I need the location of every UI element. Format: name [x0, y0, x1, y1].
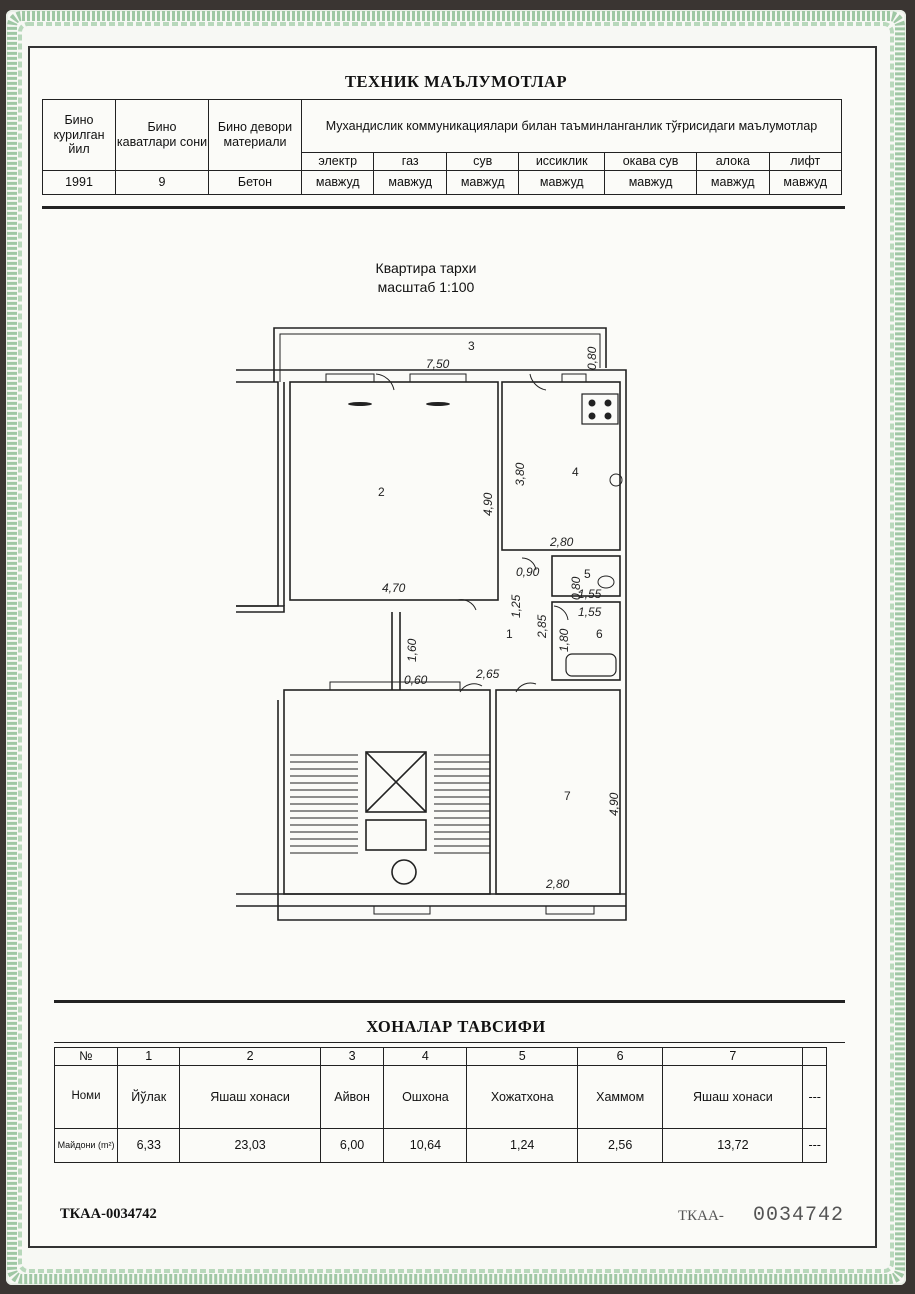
wall-value: Бетон: [209, 170, 302, 194]
serial-number: 0034742: [753, 1204, 845, 1227]
utility-value: мавжуд: [302, 170, 374, 194]
room-area: 23,03: [180, 1128, 320, 1162]
room-label: 1: [506, 627, 513, 641]
tech-title: ТЕХНИК МАЪЛУМОТЛАР: [344, 72, 568, 91]
rooms-table: [54, 1047, 827, 1163]
header-wall: Бино девори материали: [209, 100, 302, 171]
rooms-title: ХОНАЛАР ТАВСИФИ: [366, 1017, 546, 1036]
floors-value: 9: [116, 170, 209, 194]
dimension-label: 0,90: [516, 565, 540, 579]
room-name: Ошхона: [384, 1066, 467, 1129]
room-area: 6,33: [118, 1128, 180, 1162]
room-number: 2: [180, 1048, 320, 1066]
room-area: 13,72: [663, 1128, 803, 1162]
dimension-label: 4,70: [382, 581, 406, 595]
room-number: 5: [467, 1048, 578, 1066]
utility-value: мавжуд: [374, 170, 446, 194]
dimension-label: 7,50: [426, 357, 450, 371]
utility-value: мавжуд: [697, 170, 769, 194]
dimension-label: 2,65: [476, 667, 500, 681]
dimension-label: 1,80: [557, 628, 571, 652]
utility-value: мавжуд: [769, 170, 842, 194]
dimension-label: 2,85: [535, 614, 549, 638]
room-label: 4: [572, 465, 579, 479]
utility-value: мавжуд: [446, 170, 518, 194]
room-label: 3: [468, 339, 475, 353]
name-label: Номи: [55, 1066, 118, 1129]
utility-header: газ: [374, 152, 446, 170]
no-label: №: [55, 1048, 118, 1066]
serial-prefix: ТКАА-: [678, 1208, 724, 1224]
room-area: 1,24: [467, 1128, 578, 1162]
room-number: 4: [384, 1048, 467, 1066]
room-name: ---: [803, 1066, 827, 1129]
utility-header: лифт: [769, 152, 842, 170]
room-area: 2,56: [578, 1128, 663, 1162]
room-area: 6,00: [320, 1128, 384, 1162]
dimension-label: 4,90: [481, 492, 495, 516]
room-number: 7: [663, 1048, 803, 1066]
dimension-label: 1,55: [578, 587, 602, 601]
room-area: ---: [803, 1128, 827, 1162]
room-name: Йўлак: [118, 1066, 180, 1129]
dimension-label: 0,60: [404, 673, 428, 687]
utility-header: окава сув: [605, 152, 697, 170]
room-name: Хаммом: [578, 1066, 663, 1129]
utility-value: мавжуд: [519, 170, 605, 194]
dimension-label: 0,80: [569, 576, 583, 600]
dimension-label: 1,55: [578, 605, 602, 619]
room-number: [803, 1048, 827, 1066]
utility-header: алока: [697, 152, 769, 170]
header-year: Бино курилган йил: [43, 100, 116, 171]
header-floors: Бино каватлари сони: [116, 100, 209, 171]
room-label: 7: [564, 789, 571, 803]
dimension-label: 1,25: [509, 594, 523, 618]
utility-header: иссиклик: [519, 152, 605, 170]
area-label: Майдони (m²): [55, 1128, 118, 1162]
dimension-label: 0,80: [585, 346, 599, 370]
year-value: 1991: [43, 170, 116, 194]
room-number: 3: [320, 1048, 384, 1066]
room-number: 6: [578, 1048, 663, 1066]
utility-header: электр: [302, 152, 374, 170]
room-name: Айвон: [320, 1066, 384, 1129]
utility-value: мавжуд: [605, 170, 697, 194]
dimension-label: 2,80: [550, 535, 574, 549]
room-number: 1: [118, 1048, 180, 1066]
document-code: ТКАА-0034742: [60, 1206, 157, 1222]
room-name: Хожатхона: [467, 1066, 578, 1129]
dimension-label: 3,80: [513, 462, 527, 486]
plan-scale: масштаб 1:100: [377, 279, 475, 295]
plan-caption: Квартира тархи: [375, 260, 477, 276]
room-name: Яшаш хонаси: [663, 1066, 803, 1129]
room-label: 6: [596, 627, 603, 641]
dimension-label: 4,90: [607, 792, 621, 816]
utility-header: сув: [446, 152, 518, 170]
certificate-sheet: [6, 10, 906, 1285]
floor-plan: [6, 10, 906, 1010]
divider: [54, 1042, 845, 1043]
dimension-label: 1,60: [405, 638, 419, 662]
room-label: 5: [584, 567, 591, 581]
divider: [54, 1000, 845, 1003]
header-communications: Мухандислик коммуникациялари билан таъминланганлик тўғрисидаги маълумотлар: [302, 100, 842, 153]
room-label: 2: [378, 485, 385, 499]
room-area: 10,64: [384, 1128, 467, 1162]
room-name: Яшаш хонаси: [180, 1066, 320, 1129]
dimension-label: 2,80: [546, 877, 570, 891]
